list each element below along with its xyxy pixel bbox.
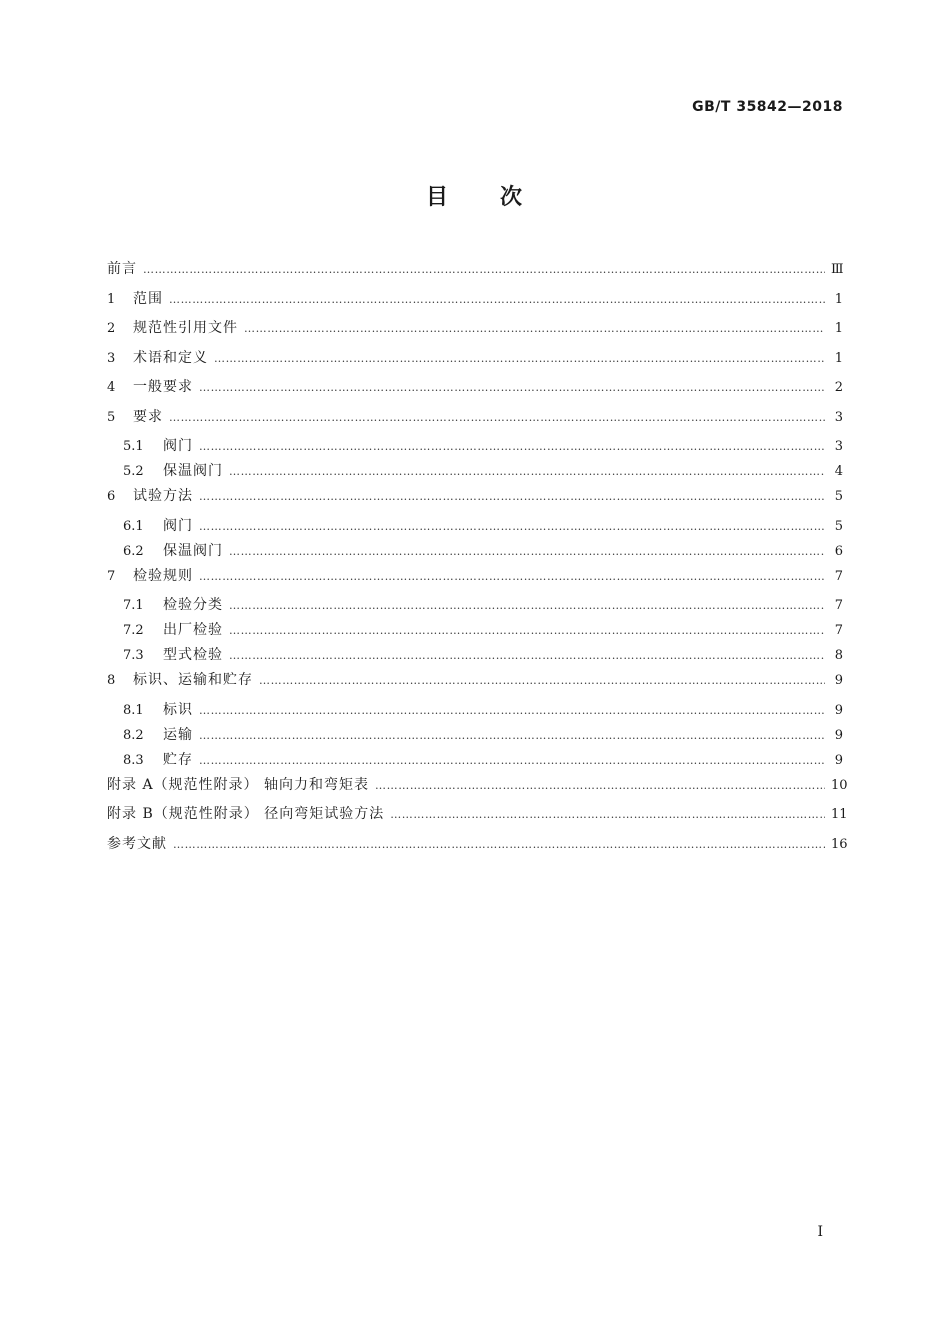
- toc-entry-page: 3: [834, 439, 843, 454]
- toc-entry-number: 7: [107, 568, 116, 584]
- toc-entry-number: 7.2: [123, 623, 144, 638]
- toc-entry-title: 术语和定义: [133, 349, 208, 366]
- toc-entry[interactable]: [107, 833, 848, 863]
- toc-entry-number: 8.1: [123, 702, 144, 718]
- toc-entry-number: 6.2: [123, 543, 144, 559]
- toc-entry-number: 2: [107, 321, 116, 336]
- toc-entry-page: 1: [834, 350, 843, 366]
- toc-entry-number: 5.2: [123, 464, 144, 479]
- toc-leader-dots: [229, 465, 825, 478]
- toc-leader-dots: [229, 624, 825, 637]
- toc-entry-page: 4: [834, 464, 843, 479]
- toc-entry[interactable]: [107, 515, 843, 540]
- toc-leader-dots: [199, 704, 825, 717]
- table-of-contents: [107, 258, 848, 862]
- toc-entry-title: 试验方法: [133, 488, 193, 504]
- toc-entry-title: 检验规则: [133, 567, 193, 584]
- toc-entry-number: 3: [107, 350, 116, 366]
- toc-entry-number: 5.1: [123, 439, 144, 454]
- toc-entry-title: 保温阀门: [163, 463, 223, 479]
- toc-entry-title: 运输: [163, 726, 193, 743]
- toc-entry[interactable]: [107, 460, 843, 485]
- toc-entry-page: 9: [834, 702, 843, 718]
- toc-entry-number: 5: [107, 409, 116, 425]
- toc-leader-dots: [244, 322, 825, 335]
- toc-entry-title: 附录 A（规范性附录） 轴向力和弯矩表: [107, 776, 370, 793]
- toc-entry-title: 附录 B（规范性附录） 径向弯矩试验方法: [107, 806, 385, 822]
- toc-entry-page: 11: [831, 807, 848, 822]
- toc-leader-dots: [375, 779, 825, 792]
- toc-entry-page: 5: [834, 518, 843, 534]
- toc-entry[interactable]: [107, 749, 843, 774]
- toc-entry[interactable]: [107, 774, 848, 804]
- toc-leader-dots: [169, 411, 825, 424]
- toc-leader-dots: [199, 570, 825, 583]
- toc-entry[interactable]: [107, 347, 843, 377]
- toc-entry-number: 8: [107, 673, 116, 688]
- toc-entry-number: 8.2: [123, 727, 144, 743]
- toc-entry-number: 6: [107, 489, 116, 504]
- toc-leader-dots: [199, 440, 825, 453]
- toc-entry-page: 9: [834, 673, 843, 688]
- toc-entry-title: 前言: [107, 261, 137, 277]
- toc-leader-dots: [229, 545, 825, 558]
- toc-entry-title: 出厂检验: [163, 622, 223, 638]
- toc-entry-page: 8: [834, 648, 843, 663]
- page-title: [0, 180, 950, 211]
- page-number: Ⅰ: [817, 1224, 823, 1240]
- toc-leader-dots: [229, 649, 825, 662]
- toc-entry-title: 检验分类: [163, 597, 223, 613]
- toc-entry-title: 阀门: [163, 517, 193, 534]
- toc-leader-dots: [199, 490, 825, 503]
- toc-entry-page: Ⅲ: [831, 262, 844, 277]
- toc-leader-dots: [229, 599, 825, 612]
- toc-entry[interactable]: [107, 258, 843, 288]
- toc-leader-dots: [390, 808, 825, 821]
- toc-entry-number: 8.3: [123, 752, 144, 768]
- page-title-char-2: 次: [500, 185, 525, 210]
- toc-entry-title: 标识: [163, 701, 193, 718]
- toc-entry-page: 1: [834, 291, 843, 307]
- toc-entry-page: 9: [834, 727, 843, 743]
- toc-leader-dots: [199, 520, 825, 533]
- toc-entry-page: 2: [834, 380, 843, 395]
- toc-leader-dots: [199, 729, 825, 742]
- toc-leader-dots: [199, 381, 825, 394]
- toc-entry[interactable]: [107, 644, 843, 669]
- toc-entry-title: 要求: [133, 408, 163, 425]
- toc-entry[interactable]: [107, 317, 843, 347]
- toc-entry[interactable]: [107, 594, 843, 619]
- toc-entry-page: 5: [834, 489, 843, 504]
- toc-entry-page: 7: [834, 598, 843, 613]
- toc-entry-page: 16: [831, 836, 848, 852]
- toc-leader-dots: [143, 263, 825, 276]
- toc-entry[interactable]: [107, 565, 843, 595]
- toc-leader-dots: [169, 293, 825, 306]
- toc-leader-dots: [214, 352, 825, 365]
- toc-entry-title: 阀门: [163, 438, 193, 454]
- toc-entry-number: 4: [107, 380, 116, 395]
- toc-entry-page: 10: [831, 777, 848, 793]
- toc-entry-title: 规范性引用文件: [133, 320, 238, 336]
- toc-entry-number: 7.1: [123, 598, 144, 613]
- toc-entry-title: 贮存: [163, 751, 193, 768]
- page-title-char-1: 目: [425, 185, 450, 210]
- toc-entry[interactable]: [107, 485, 843, 515]
- toc-entry-page: 9: [834, 752, 843, 768]
- toc-entry[interactable]: [107, 669, 843, 699]
- toc-entry[interactable]: [107, 288, 843, 318]
- toc-entry[interactable]: [107, 724, 843, 749]
- toc-entry-page: 7: [834, 568, 843, 584]
- toc-leader-dots: [259, 674, 825, 687]
- toc-leader-dots: [199, 754, 825, 767]
- toc-entry-title: 型式检验: [163, 647, 223, 663]
- toc-entry-title: 保温阀门: [163, 542, 223, 559]
- toc-entry[interactable]: [107, 540, 843, 565]
- toc-entry-page: 3: [834, 409, 843, 425]
- toc-entry-page: 1: [834, 321, 843, 336]
- toc-leader-dots: [173, 838, 825, 851]
- toc-entry-page: 7: [834, 623, 843, 638]
- toc-entry[interactable]: [107, 619, 843, 644]
- toc-entry-title: 范围: [133, 290, 163, 307]
- toc-entry-title: 参考文献: [107, 835, 167, 852]
- toc-entry[interactable]: [107, 376, 843, 406]
- toc-entry[interactable]: [107, 699, 843, 724]
- toc-entry-number: 7.3: [123, 648, 144, 663]
- toc-entry-title: 一般要求: [133, 379, 193, 395]
- standard-number: GB/T 35842—2018: [692, 99, 843, 115]
- toc-entry-number: 6.1: [123, 518, 144, 534]
- toc-entry[interactable]: [107, 435, 843, 460]
- toc-entry-title: 标识、运输和贮存: [133, 672, 253, 688]
- toc-entry[interactable]: [107, 803, 848, 833]
- toc-entry-number: 1: [107, 291, 116, 307]
- toc-entry-page: 6: [834, 543, 843, 559]
- toc-entry[interactable]: [107, 406, 843, 436]
